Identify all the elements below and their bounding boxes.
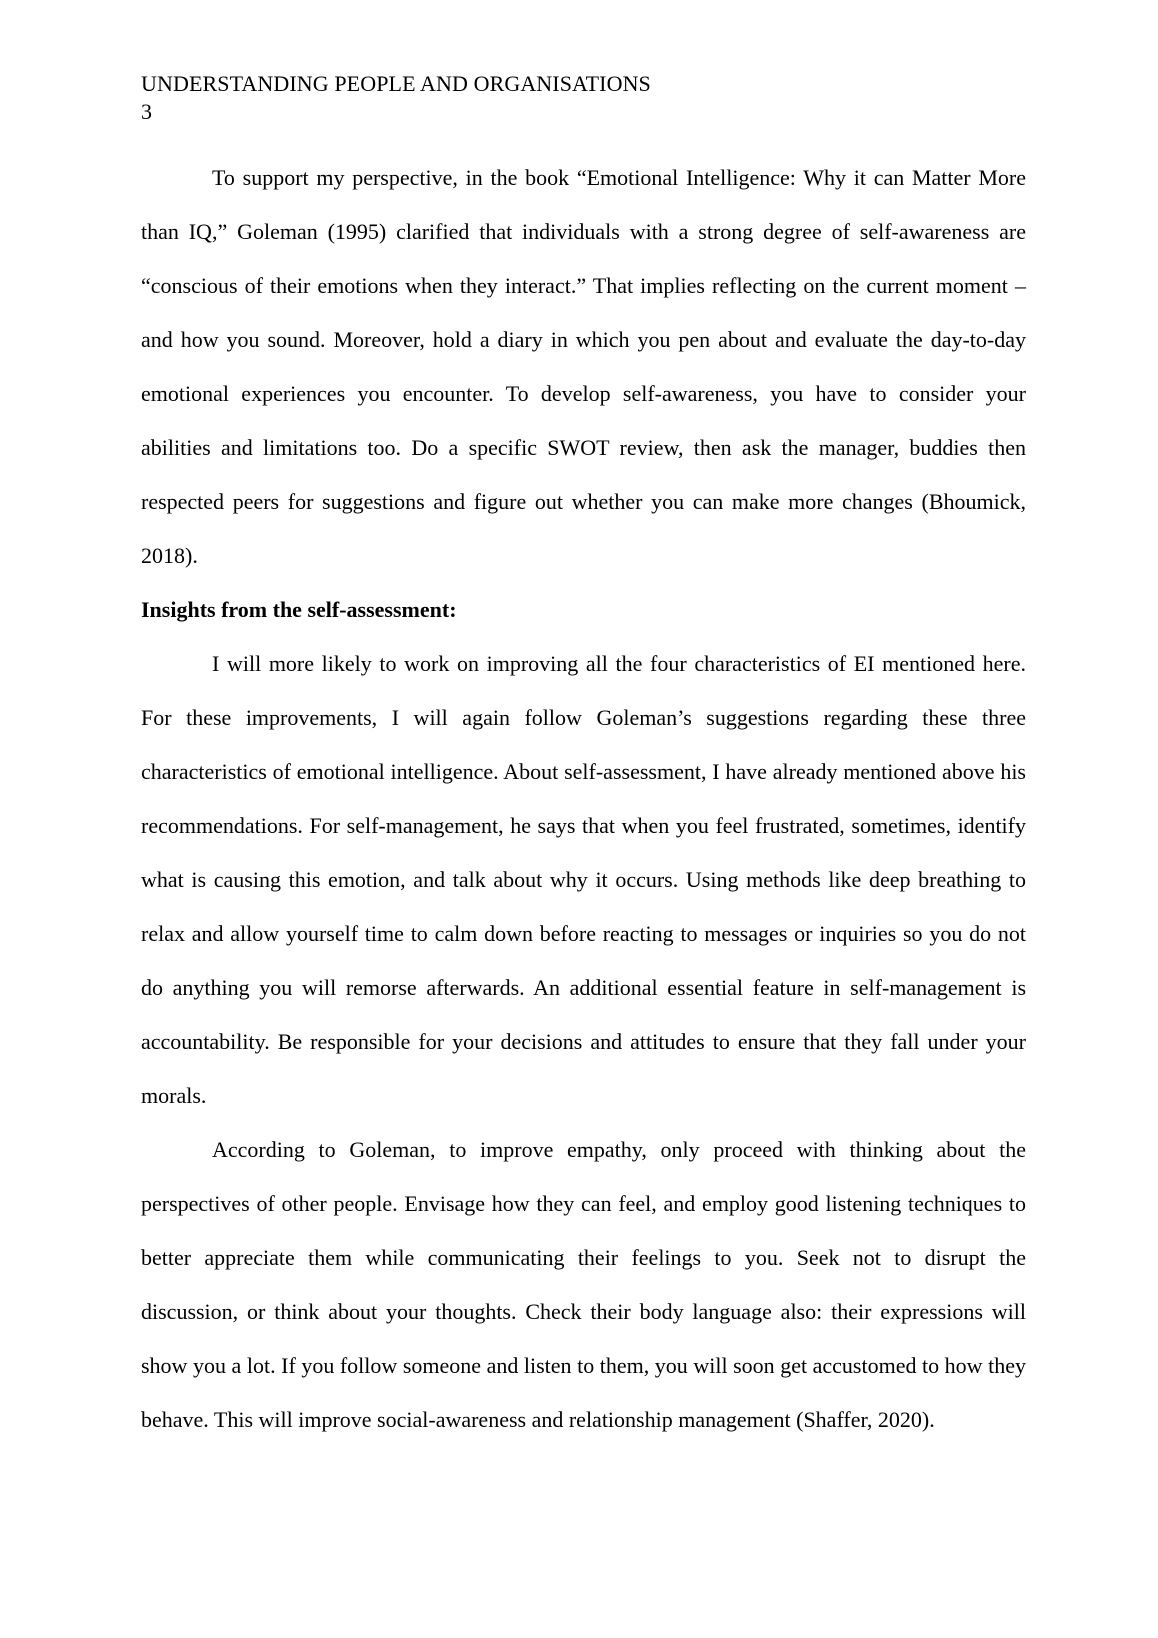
document-body [141,151,1026,1447]
paragraph-self-awareness: To support my perspective, in the book “Emotional Intelligence: Why it can Matter More than IQ,” Goleman (1995) clarified that individuals with a strong degree of self-awareness are “conscious of their emotions when they interact.” That implies reflecting on the current moment – and how you sound. Moreover, hold a diary in which you pen about and evaluate the day-to-day emotional experiences you encounter. To develop self-awareness, you have to consider your abilities and limitations too. Do a specific SWOT review, then ask the manager, buddies then respected peers for suggestions and figure out whether you can make more changes (Bhoumick, 2018). [141,165,1026,568]
header-title: UNDERSTANDING PEOPLE AND ORGANISATIONS [141,71,651,96]
paragraph-empathy: According to Goleman, to improve empathy, only proceed with thinking about the perspectives of other people. Envisage how they can feel, and employ good listening techniques to better appreciate them while communicating their feelings to you. Seek not to disrupt the discussion, or think about your thoughts. Check their body language also: their expressions will show you a lot. If you follow someone and listen to them, you will soon get accustomed to how they behave. This will improve social-awareness and relationship management (Shaffer, 2020). [141,1137,1026,1432]
paragraph-self-management: I will more likely to work on improving all the four characteristics of EI mentioned here. For these improvements, I will again follow Goleman’s suggestions regarding these three characteristics of emotional intelligence. About self-assessment, I have already mentioned above his recommendations. For self-management, he says that when you feel frustrated, sometimes, identify what is causing this emotion, and talk about why it occurs. Using methods like deep breathing to relax and allow yourself time to calm down before reacting to messages or inquiries so you do not do anything you will remorse afterwards. An additional essential feature in self-management is accountability. Be responsible for your decisions and attitudes to ensure that they fall under your morals. [141,651,1026,1108]
running-header [141,70,651,126]
section-heading: Insights from the self-assessment: [141,597,457,622]
page-number: 3 [141,99,153,124]
